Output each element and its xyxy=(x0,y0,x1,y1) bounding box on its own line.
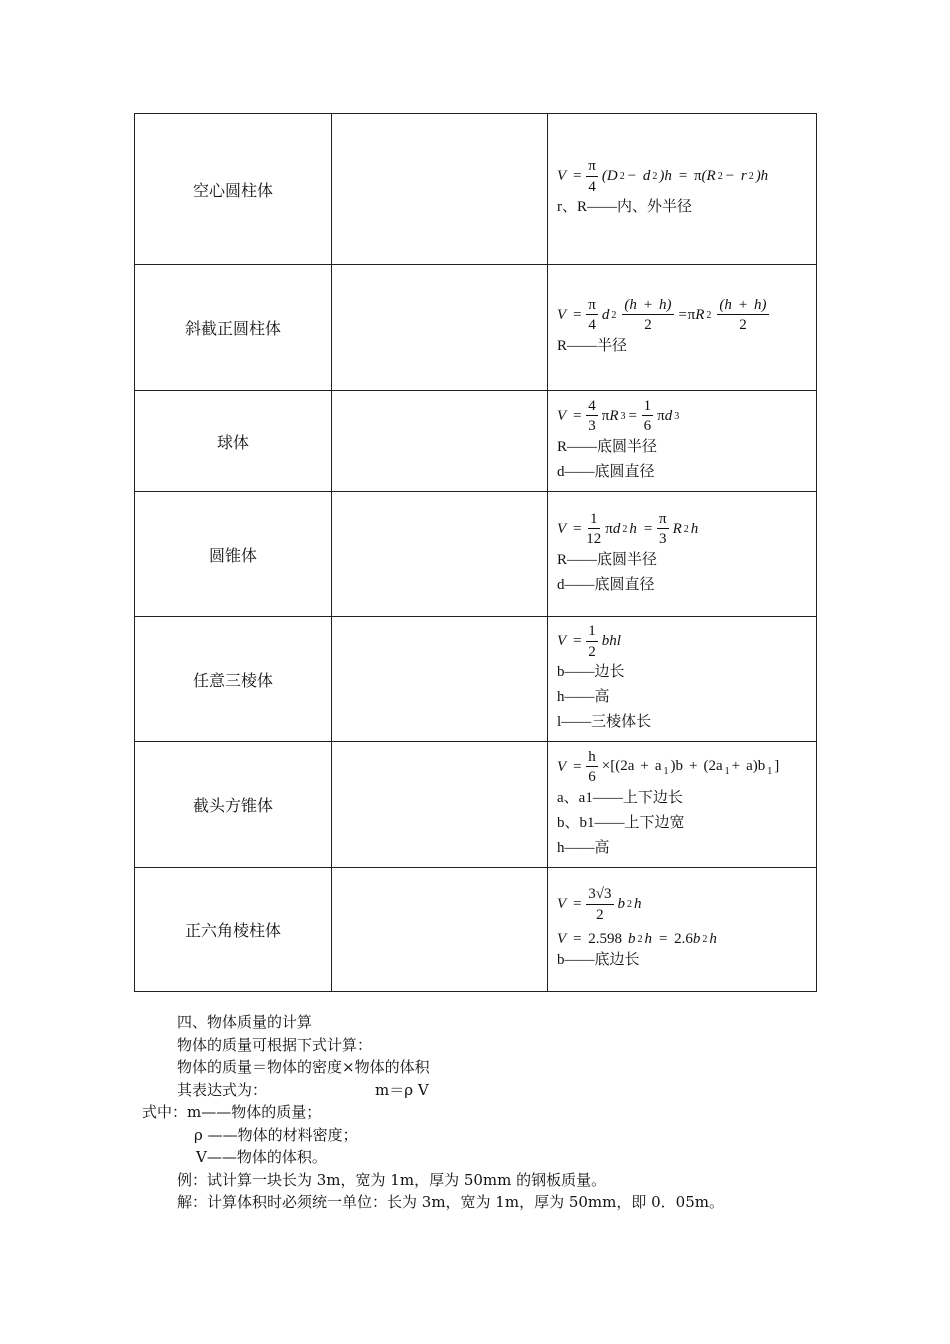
table-row xyxy=(135,265,817,391)
shape-name: 任意三棱体 xyxy=(135,617,332,742)
formula-cell xyxy=(548,617,817,742)
variable-note: d——底圆直径 xyxy=(557,463,655,480)
figure-cell xyxy=(332,114,548,265)
solution: 解：计算体积时必须统一单位：长为 3m，宽为 1m，厚为 50mm，即 0．05m。 xyxy=(177,1193,724,1211)
table-row xyxy=(135,391,817,492)
figure-cell xyxy=(332,492,548,617)
volume-formula: V = $\frac{\pi}{4}$ d 2 $\frac{(h + h)}{2}$ = π R 2 $\frac{(h + h)}{2}$ xyxy=(557,296,767,333)
volume-formula: V = $\frac{1}{12}$ π d 2 h = $\frac{\pi}{3}$ R 2 h xyxy=(557,510,699,547)
where-rho: ρ ——物体的材料密度； xyxy=(194,1125,358,1144)
volume-formula: V = $\frac{\pi}{4}$ ( D 2 − d 2 )h = π (R 2 − r 2 )h xyxy=(557,158,769,195)
formula-cell xyxy=(548,742,817,868)
volume-formula-approx: V = 2.598 b 2 h = 2.6 b 2 h xyxy=(557,931,717,947)
table-row xyxy=(135,492,817,617)
formula-table xyxy=(134,113,817,992)
figure-cell xyxy=(332,265,548,391)
shape-name: 截头方锥体 xyxy=(135,742,332,868)
formula-cell xyxy=(548,868,817,992)
variable-note: l——三棱体长 xyxy=(557,714,652,730)
variable-note: a、a1——上下边长 xyxy=(557,789,683,806)
expression-label: 其表达式为： xyxy=(177,1080,268,1099)
variable-note: d——底圆直径 xyxy=(557,576,655,593)
table-row xyxy=(135,617,817,742)
volume-formula: V = $\frac{3√3}{2}$ b 2 h xyxy=(557,886,642,923)
formula-cell xyxy=(548,391,817,492)
expression-line xyxy=(142,1079,842,1102)
where-v: V——物体的体积。 xyxy=(196,1148,327,1166)
variable-note: R——底圆半径 xyxy=(557,438,658,455)
shape-name: 空心圆柱体 xyxy=(135,114,332,265)
shape-name: 球体 xyxy=(135,391,332,492)
figure-cell xyxy=(332,617,548,742)
formula-cell xyxy=(548,492,817,617)
mass-section xyxy=(142,1011,842,1214)
formula-cell xyxy=(548,265,817,391)
shape-name: 正六角棱柱体 xyxy=(135,868,332,992)
table-row xyxy=(135,114,817,265)
where-m: 式中：m——物体的质量； xyxy=(142,1103,322,1121)
variable-note: b——边长 xyxy=(557,664,625,680)
variable-note: R——半径 xyxy=(557,337,628,354)
variable-note: b、b1——上下边宽 xyxy=(557,814,685,831)
figure-cell xyxy=(332,391,548,492)
shape-name: 圆锥体 xyxy=(135,492,332,617)
mass-expression: m＝ρ V xyxy=(375,1080,429,1099)
variable-note: R——底圆半径 xyxy=(557,551,658,568)
variable-note: r、R——内、外半径 xyxy=(557,199,693,215)
paragraph: 物体的质量可根据下式计算： xyxy=(177,1035,373,1054)
volume-formula: V = $\frac{h}{6}$ ×[(2a + a $_1$ )b + (2a $_1$ + a)b $_1$ ] xyxy=(557,748,780,785)
figure-cell xyxy=(332,868,548,992)
variable-note: h——高 xyxy=(557,839,610,856)
variable-note: b——底边长 xyxy=(557,952,640,968)
figure-cell xyxy=(332,742,548,868)
shape-name: 斜截正圆柱体 xyxy=(135,265,332,391)
paragraph: 物体的质量＝物体的密度×物体的体积 xyxy=(177,1058,430,1076)
table-row xyxy=(135,868,817,992)
volume-formula: V = $\frac{4}{3}$ π R 3 = $\frac{1}{6}$ π d 3 xyxy=(557,397,680,434)
variable-note: h——高 xyxy=(557,689,610,705)
table-row xyxy=(135,742,817,868)
volume-formula: V = $\frac{1}{2}$ bhl xyxy=(557,623,621,660)
formula-cell xyxy=(548,114,817,265)
section-heading: 四、物体质量的计算 xyxy=(177,1013,313,1031)
example: 例：试计算一块长为 3m，宽为 1m，厚为 50mm 的钢板质量。 xyxy=(177,1170,607,1189)
